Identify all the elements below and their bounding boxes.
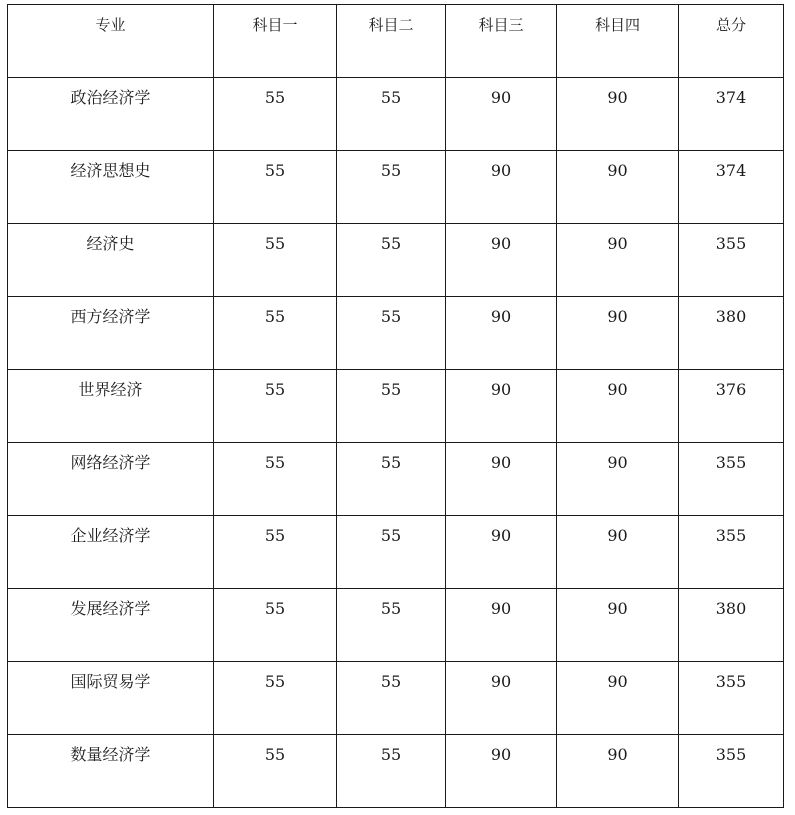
cell-major: 网络经济学 [8,443,214,516]
table-row [8,443,784,516]
cell-major: 西方经济学 [8,297,214,370]
table-row [8,735,784,808]
cell-total: 380 [679,589,784,662]
cell-major: 经济思想史 [8,151,214,224]
cell-total: 355 [679,224,784,297]
cell-total: 376 [679,370,784,443]
cell-subject-1: 55 [214,443,337,516]
cell-major: 国际贸易学 [8,662,214,735]
table-row [8,662,784,735]
score-table [7,4,784,808]
cell-subject-4: 90 [557,735,679,808]
cell-subject-3: 90 [446,443,557,516]
cell-subject-4: 90 [557,297,679,370]
cell-subject-2: 55 [337,589,446,662]
cell-total: 355 [679,516,784,589]
cell-subject-3: 90 [446,370,557,443]
table-row [8,370,784,443]
header-subject-1: 科目一 [214,5,337,78]
table-row [8,151,784,224]
table-row [8,297,784,370]
cell-subject-2: 55 [337,297,446,370]
cell-major: 政治经济学 [8,78,214,151]
cell-subject-1: 55 [214,516,337,589]
header-subject-3: 科目三 [446,5,557,78]
cell-subject-4: 90 [557,151,679,224]
table-row [8,589,784,662]
cell-subject-3: 90 [446,589,557,662]
cell-subject-1: 55 [214,589,337,662]
cell-major: 发展经济学 [8,589,214,662]
cell-total: 355 [679,735,784,808]
table-row [8,78,784,151]
header-row [8,5,784,78]
cell-subject-3: 90 [446,662,557,735]
cell-total: 355 [679,443,784,516]
cell-subject-1: 55 [214,224,337,297]
cell-total: 374 [679,78,784,151]
cell-subject-1: 55 [214,370,337,443]
cell-subject-4: 90 [557,589,679,662]
cell-subject-2: 55 [337,224,446,297]
cell-subject-3: 90 [446,151,557,224]
header-major: 专业 [8,5,214,78]
cell-subject-3: 90 [446,224,557,297]
cell-total: 380 [679,297,784,370]
cell-subject-4: 90 [557,662,679,735]
cell-subject-3: 90 [446,297,557,370]
cell-subject-2: 55 [337,443,446,516]
cell-total: 355 [679,662,784,735]
cell-subject-3: 90 [446,735,557,808]
cell-major: 企业经济学 [8,516,214,589]
header-subject-4: 科目四 [557,5,679,78]
cell-total: 374 [679,151,784,224]
cell-major: 经济史 [8,224,214,297]
cell-subject-2: 55 [337,735,446,808]
cell-major: 数量经济学 [8,735,214,808]
cell-subject-4: 90 [557,224,679,297]
cell-subject-1: 55 [214,735,337,808]
cell-subject-4: 90 [557,370,679,443]
header-total: 总分 [679,5,784,78]
cell-subject-2: 55 [337,370,446,443]
cell-subject-4: 90 [557,516,679,589]
table-row [8,516,784,589]
cell-subject-4: 90 [557,78,679,151]
table-row [8,224,784,297]
cell-subject-2: 55 [337,662,446,735]
cell-subject-1: 55 [214,151,337,224]
cell-subject-1: 55 [214,78,337,151]
cell-subject-2: 55 [337,151,446,224]
cell-subject-1: 55 [214,662,337,735]
cell-subject-3: 90 [446,516,557,589]
cell-subject-1: 55 [214,297,337,370]
cell-subject-2: 55 [337,78,446,151]
header-subject-2: 科目二 [337,5,446,78]
cell-subject-2: 55 [337,516,446,589]
cell-subject-3: 90 [446,78,557,151]
cell-major: 世界经济 [8,370,214,443]
cell-subject-4: 90 [557,443,679,516]
